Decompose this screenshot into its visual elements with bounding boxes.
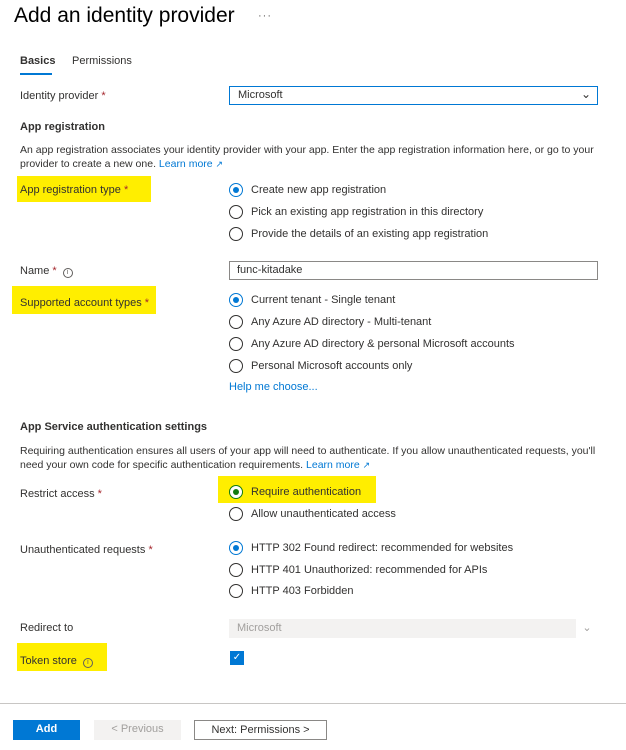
- supported-account-types-label: Supported account types *: [20, 297, 150, 309]
- radio-unchecked-icon: [229, 359, 243, 373]
- auth-settings-heading: App Service authentication settings: [20, 421, 208, 433]
- radio-http-401[interactable]: HTTP 401 Unauthorized: recommended for APIs: [229, 561, 487, 579]
- radio-http-302[interactable]: HTTP 302 Found redirect: recommended for websites: [229, 539, 513, 557]
- chevron-down-icon: ⌄: [576, 619, 598, 638]
- radio-checked-icon: [229, 485, 243, 499]
- radio-unchecked-icon: [229, 563, 243, 577]
- external-link-icon: ↗: [215, 159, 224, 169]
- unauthenticated-requests-label: Unauthenticated requests *: [20, 544, 153, 556]
- token-store-checkbox[interactable]: ✓: [230, 651, 244, 665]
- redirect-to-label: Redirect to: [20, 622, 74, 634]
- radio-checked-icon: [229, 541, 243, 555]
- external-link-icon: ↗: [362, 460, 371, 470]
- app-registration-heading: App registration: [20, 121, 105, 133]
- radio-checked-icon: [229, 293, 243, 307]
- info-icon[interactable]: i: [83, 658, 93, 668]
- radio-unchecked-icon: [229, 337, 243, 351]
- auth-settings-description: Requiring authentication ensures all users of your app will need to authenticate. If you allow unauthenticated requests, you'll need your own code for specific authentication requirements. Learn more ↗: [20, 445, 596, 471]
- radio-personal-only[interactable]: Personal Microsoft accounts only: [229, 357, 412, 375]
- token-store-label: Token store i: [20, 655, 93, 668]
- tab-permissions[interactable]: Permissions: [72, 55, 132, 67]
- restrict-access-label: Restrict access *: [20, 488, 102, 500]
- footer-divider: [0, 703, 626, 704]
- radio-unchecked-icon: [229, 227, 243, 241]
- add-button[interactable]: Add: [13, 720, 80, 740]
- learn-more-link[interactable]: Learn more ↗: [306, 459, 371, 471]
- radio-unchecked-icon: [229, 205, 243, 219]
- chevron-down-icon: ⌄: [580, 87, 591, 101]
- identity-provider-value: Microsoft: [238, 89, 283, 101]
- radio-checked-icon: [229, 183, 243, 197]
- page-title: Add an identity provider: [14, 4, 235, 27]
- radio-allow-unauthenticated[interactable]: Allow unauthenticated access: [229, 505, 396, 523]
- info-icon[interactable]: i: [63, 268, 73, 278]
- next-permissions-button[interactable]: Next: Permissions >: [194, 720, 327, 740]
- redirect-to-dropdown: [229, 619, 598, 638]
- identity-provider-label: Identity provider *: [20, 90, 106, 102]
- radio-unchecked-icon: [229, 315, 243, 329]
- radio-single-tenant[interactable]: Current tenant - Single tenant: [229, 291, 395, 309]
- app-registration-type-label: App registration type *: [20, 184, 129, 196]
- previous-button: < Previous: [94, 720, 181, 740]
- more-options-icon[interactable]: ···: [258, 10, 272, 22]
- radio-provide-details[interactable]: Provide the details of an existing app registration: [229, 225, 488, 243]
- redirect-to-value: Microsoft: [237, 622, 282, 634]
- identity-provider-dropdown[interactable]: [229, 86, 598, 105]
- app-registration-description: An app registration associates your identity provider with your app. Enter the app registration information here, or go to your provider to create a new one. Learn more ↗: [20, 144, 594, 170]
- radio-unchecked-icon: [229, 507, 243, 521]
- name-input[interactable]: func-kitadake: [229, 261, 598, 280]
- radio-pick-existing-app-registration[interactable]: Pick an existing app registration in this directory: [229, 203, 483, 221]
- radio-multi-tenant-personal[interactable]: Any Azure AD directory & personal Microsoft accounts: [229, 335, 515, 353]
- radio-create-new-app-registration[interactable]: Create new app registration: [229, 181, 386, 199]
- help-me-choose-link[interactable]: Help me choose...: [229, 381, 318, 393]
- learn-more-link[interactable]: Learn more ↗: [158, 158, 224, 170]
- radio-http-403[interactable]: HTTP 403 Forbidden: [229, 582, 354, 600]
- radio-require-authentication[interactable]: Require authentication: [229, 483, 361, 501]
- radio-multi-tenant[interactable]: Any Azure AD directory - Multi-tenant: [229, 313, 431, 331]
- radio-unchecked-icon: [229, 584, 243, 598]
- name-label: Name * i: [20, 265, 73, 278]
- tab-basics[interactable]: Basics: [20, 55, 56, 67]
- active-tab-indicator: [20, 73, 52, 75]
